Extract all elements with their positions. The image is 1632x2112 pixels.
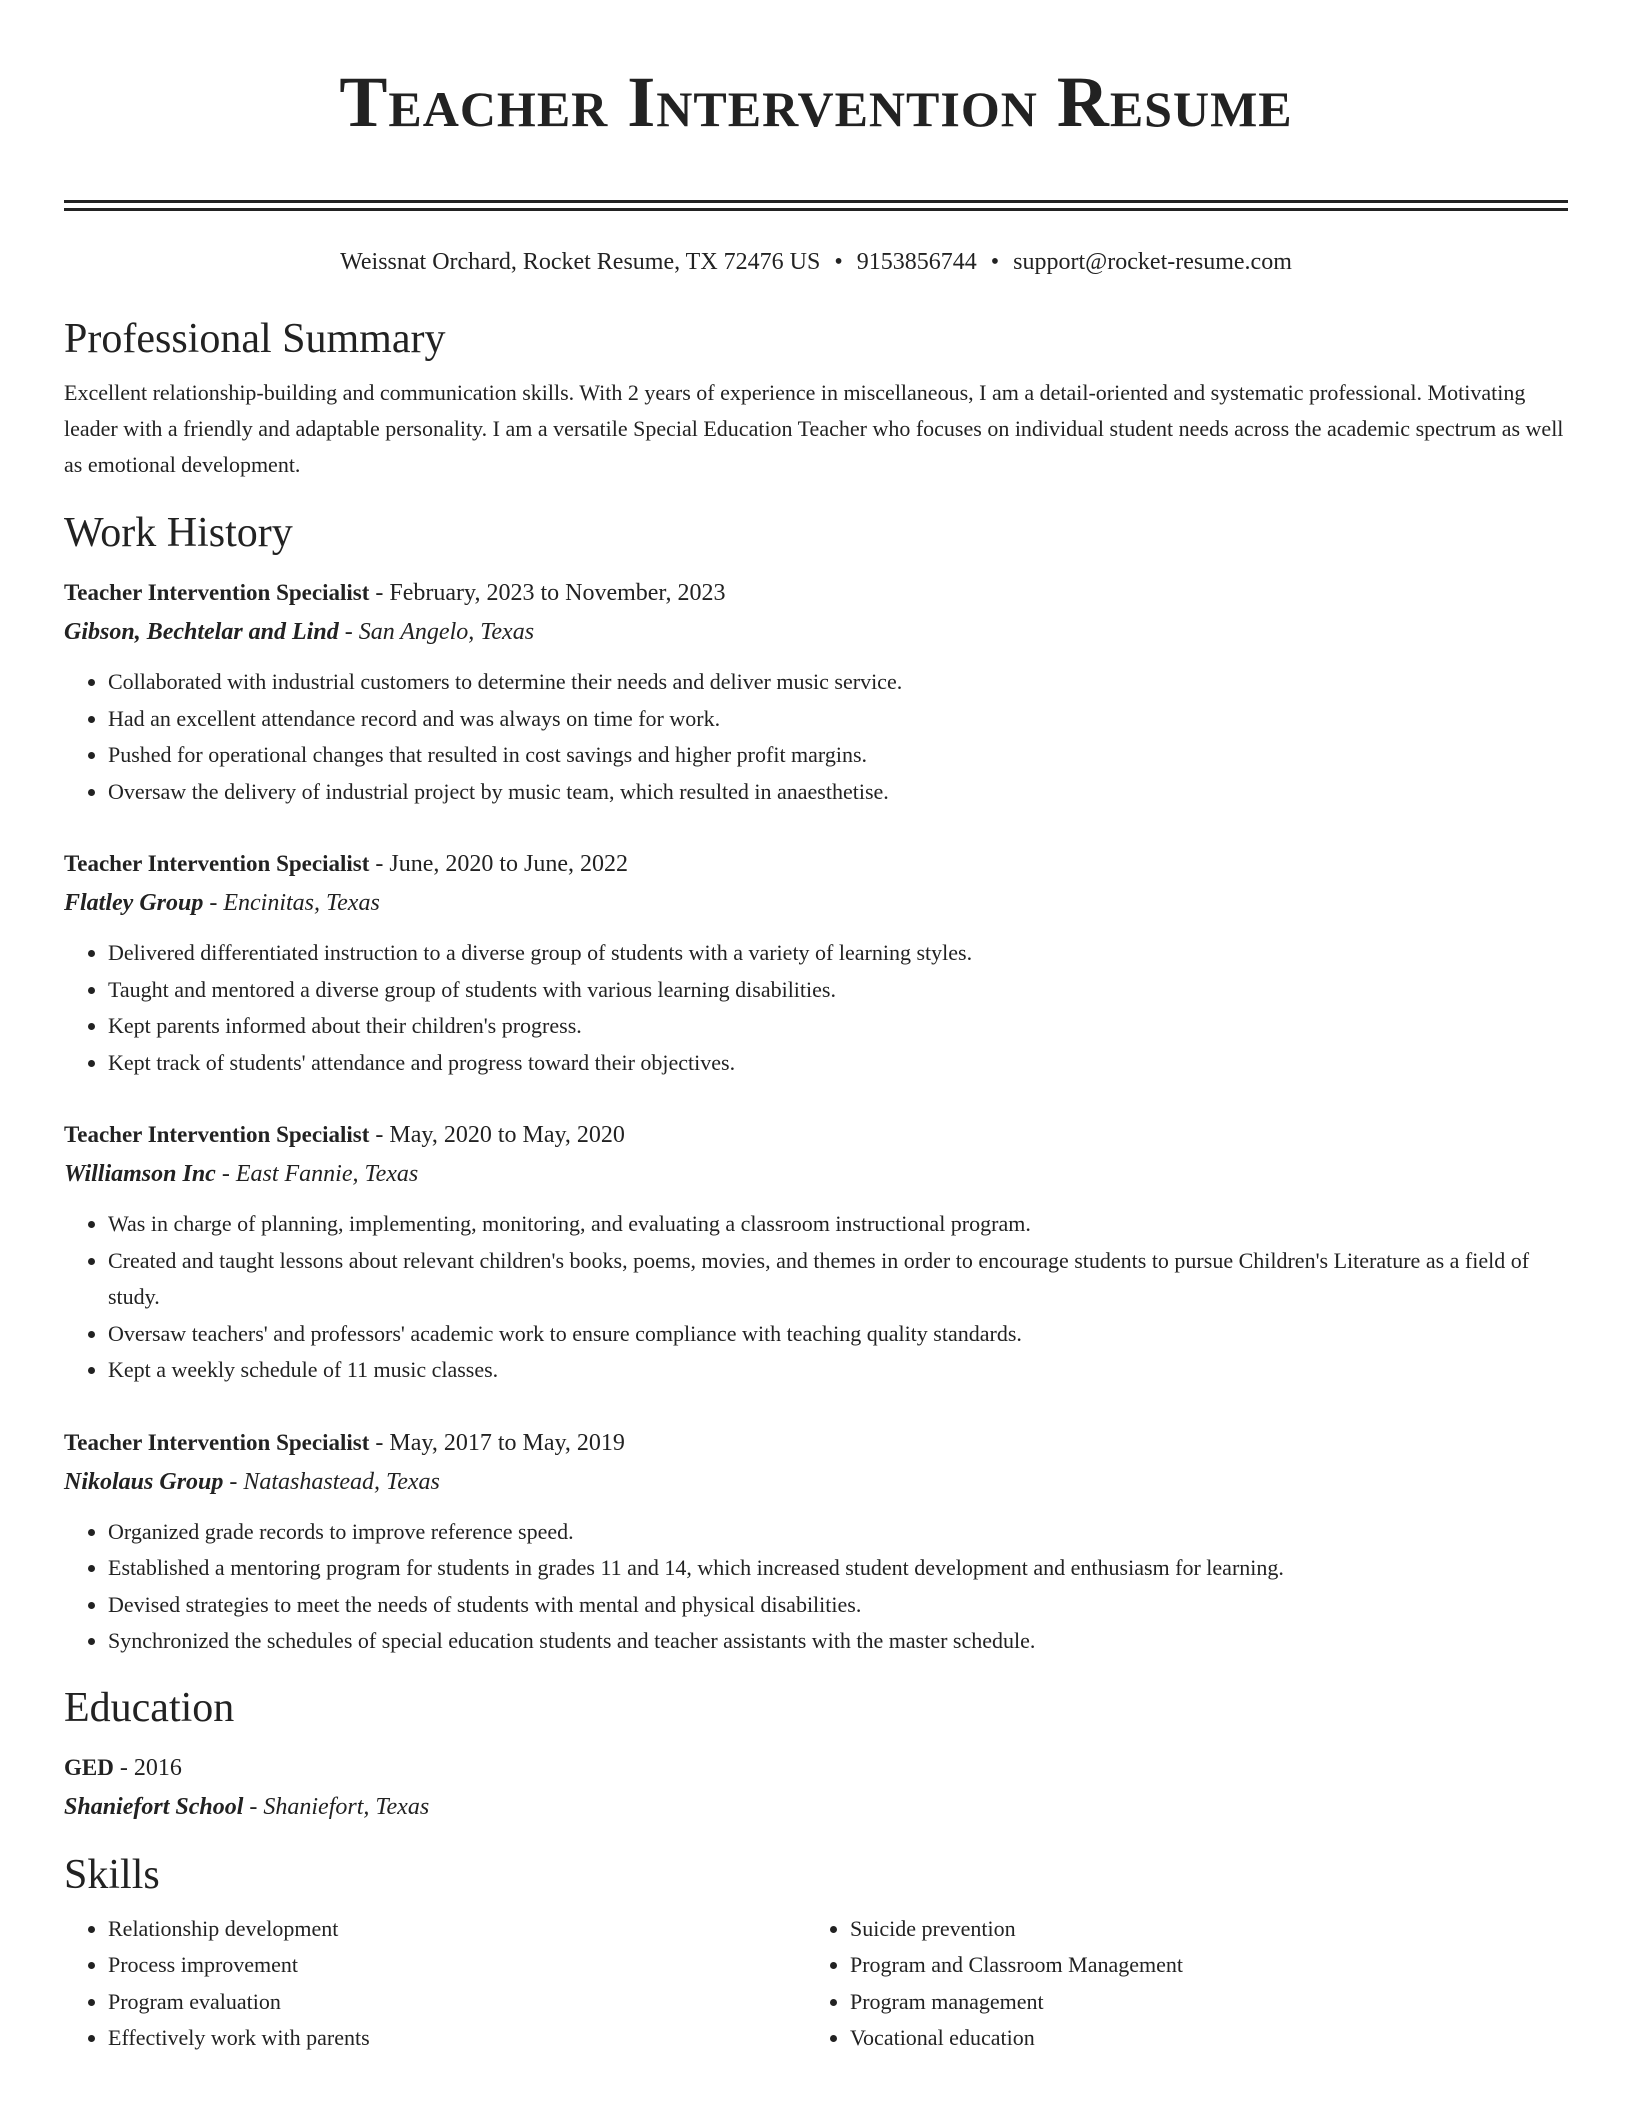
skill-item: • Effectively work with parents bbox=[108, 2020, 806, 2057]
job-bullet: • Kept parents informed about their children's progress. bbox=[108, 1008, 1568, 1045]
job-company: Gibson, Bechtelar and Lind bbox=[64, 619, 339, 645]
job-location: - San Angelo, Texas bbox=[338, 619, 535, 645]
title-rule-top bbox=[64, 200, 1568, 203]
skills-heading: Skills bbox=[64, 1851, 160, 1898]
skill-item: • Process improvement bbox=[108, 1947, 806, 1984]
job-bullet: • Oversaw the delivery of industrial project by music team, which resulted in anaesthetise. bbox=[108, 774, 1568, 811]
contact-separator: • bbox=[834, 249, 843, 275]
job-dates: - June, 2020 to June, 2022 bbox=[369, 851, 629, 877]
contact-address: Weissnat Orchard, Rocket Resume, TX 72476 US bbox=[340, 249, 821, 275]
job-bullet: • Organized grade records to improve reference speed. bbox=[108, 1514, 1568, 1551]
job-bullet: • Oversaw teachers' and professors' academic work to ensure compliance with teaching quality standards. bbox=[108, 1316, 1568, 1353]
job-bullets bbox=[64, 664, 1568, 810]
job-role: Teacher Intervention Specialist bbox=[64, 851, 370, 876]
summary-text: Excellent relationship-building and communication skills. With 2 years of experience in miscellaneous, I am a detail-oriented and systematic professional. Motivating leader with a friendly and adaptable personality. I am a versatile Special Education Teacher who focuses on individual student needs across the academic spectrum as well as emotional development. bbox=[64, 380, 1564, 477]
job-bullets bbox=[64, 1206, 1568, 1389]
job-role: Teacher Intervention Specialist bbox=[64, 580, 370, 605]
job-bullet: • Taught and mentored a diverse group of students with various learning disabilities. bbox=[108, 972, 1568, 1009]
job-title-line bbox=[64, 1423, 1568, 1463]
education-heading: Education bbox=[64, 1684, 235, 1731]
job-dates: - February, 2023 to November, 2023 bbox=[369, 580, 726, 606]
job-company-line bbox=[64, 1463, 1568, 1502]
job-bullet: • Pushed for operational changes that resulted in cost savings and higher profit margins. bbox=[108, 737, 1568, 774]
job-bullet: • Established a mentoring program for students in grades 11 and 14, which increased student development and enthusiasm for learning. bbox=[108, 1550, 1568, 1587]
job-dates: - May, 2020 to May, 2020 bbox=[369, 1122, 625, 1148]
skill-item: • Program management bbox=[850, 1984, 1548, 2021]
job-entry bbox=[64, 1423, 1568, 1660]
job-location: - Encinitas, Texas bbox=[203, 890, 380, 916]
education-year: - 2016 bbox=[113, 1754, 182, 1781]
contact-email: support@rocket-resume.com bbox=[1013, 249, 1292, 275]
job-location: - Natashastead, Texas bbox=[223, 1468, 440, 1495]
job-entry bbox=[64, 573, 1568, 810]
job-location: - East Fannie, Texas bbox=[215, 1161, 419, 1187]
job-company: Williamson Inc bbox=[64, 1161, 216, 1187]
job-company-line bbox=[64, 884, 1568, 923]
education-entry bbox=[64, 1748, 1568, 1827]
job-entry bbox=[64, 1115, 1568, 1389]
job-title-line bbox=[64, 844, 1568, 884]
job-bullets bbox=[64, 935, 1568, 1081]
skills-grid bbox=[64, 1911, 1568, 2057]
summary-heading: Professional Summary bbox=[64, 316, 446, 362]
job-role: Teacher Intervention Specialist bbox=[64, 1122, 370, 1147]
skill-item: • Suicide prevention bbox=[850, 1911, 1548, 1948]
job-bullet: • Collaborated with industrial customers to determine their needs and deliver music service. bbox=[108, 664, 1568, 701]
job-entry bbox=[64, 844, 1568, 1081]
job-bullet: • Was in charge of planning, implementing, monitoring, and evaluating a classroom instructional program. bbox=[108, 1206, 1568, 1243]
skill-item: • Relationship development bbox=[108, 1911, 806, 1948]
job-bullet: • Kept a weekly schedule of 11 music classes. bbox=[108, 1352, 1568, 1389]
job-bullet: • Kept track of students' attendance and progress toward their objectives. bbox=[108, 1045, 1568, 1082]
education-degree: GED bbox=[64, 1754, 114, 1780]
work-history-heading: Work History bbox=[64, 510, 293, 556]
job-title-line bbox=[64, 1115, 1568, 1155]
skill-item: • Program and Classroom Management bbox=[850, 1947, 1548, 1984]
education-school-line bbox=[64, 1788, 1568, 1827]
education-degree-line bbox=[64, 1748, 1568, 1788]
job-title-line bbox=[64, 573, 1568, 613]
job-bullet: • Had an excellent attendance record and was always on time for work. bbox=[108, 701, 1568, 738]
skills-column-right bbox=[806, 1911, 1548, 2057]
contact-separator: • bbox=[990, 249, 1000, 275]
contact-phone: 9153856744 bbox=[856, 249, 977, 275]
job-bullets bbox=[64, 1514, 1568, 1660]
skills-list-left bbox=[64, 1911, 806, 2057]
title-rule-bottom bbox=[64, 208, 1568, 211]
education-location: - Shaniefort, Texas bbox=[243, 1793, 430, 1820]
job-dates: - May, 2017 to May, 2019 bbox=[369, 1429, 625, 1456]
education-school: Shaniefort School bbox=[64, 1793, 244, 1820]
job-bullet: • Synchronized the schedules of special education students and teacher assistants with the master schedule. bbox=[108, 1623, 1568, 1660]
job-role: Teacher Intervention Specialist bbox=[64, 1429, 370, 1455]
job-bullet: • Created and taught lessons about relevant children's books, poems, movies, and themes in order to encourage students to pursue Children's Literature as a field of study. bbox=[108, 1243, 1568, 1316]
job-company-line bbox=[64, 613, 1568, 652]
skill-item: • Vocational education bbox=[850, 2020, 1548, 2057]
job-company: Flatley Group bbox=[64, 890, 204, 916]
skills-list-right bbox=[806, 1911, 1548, 2057]
job-bullet: • Delivered differentiated instruction to a diverse group of students with a variety of learning styles. bbox=[108, 935, 1568, 972]
skills-column-left bbox=[64, 1911, 806, 2057]
resume-title: Teacher Intervention Resume bbox=[339, 62, 1293, 142]
job-company-line bbox=[64, 1155, 1568, 1194]
job-company: Nikolaus Group bbox=[64, 1468, 224, 1495]
job-bullet: • Devised strategies to meet the needs of students with mental and physical disabilities. bbox=[108, 1587, 1568, 1624]
skill-item: • Program evaluation bbox=[108, 1984, 806, 2021]
contact-line bbox=[64, 247, 1568, 277]
